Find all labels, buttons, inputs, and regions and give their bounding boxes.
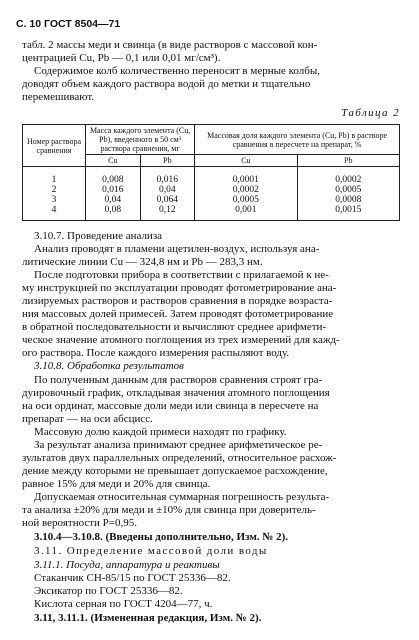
data-table <box>22 124 400 221</box>
cell-mass-pb: 0,12 <box>140 205 195 221</box>
section-title-text: 3.10.7. Проведение анализа <box>34 230 163 242</box>
cu-header: Cu <box>86 155 141 167</box>
text-line: му инструкцией по эксплуатации проводят фотометрирование ана- <box>22 282 337 294</box>
text-line: в обратной последовательности и вычисляют среднее арифмети- <box>22 321 327 333</box>
table-row <box>23 195 400 205</box>
page-header: С. 10 ГОСТ 8504—71 <box>16 18 121 30</box>
cell-fraction-cu: 0,0002 <box>195 185 297 195</box>
text-line: ния массовых долей примесей. Затем проводят фотометрирование <box>22 308 334 320</box>
pb-header: Pb <box>140 155 195 167</box>
text-line: ческое значение атомного поглощения из трех измерений для кажд- <box>22 334 340 346</box>
cell-mass-cu: 0,016 <box>86 185 141 195</box>
cell-mass-pb: 0,04 <box>140 185 195 195</box>
text-line: табл. 2 массы меди и свинца (в виде растворов с массовой кон- <box>22 39 318 51</box>
table-row <box>23 205 400 221</box>
text-line: После подготовки прибора в соответствии с прилагаемой к не- <box>34 269 329 281</box>
text-line: дуировочный график, откладывая значения атомного поглощения <box>22 387 330 399</box>
text-line: Эксикатор по ГОСТ 25336—82. <box>34 585 183 597</box>
text-line: Стаканчик СН-85/15 по ГОСТ 25336—82. <box>34 572 231 584</box>
text-line: дение между которыми не превышает допускаемое расхождение, <box>22 465 328 477</box>
text-line: зультатов двух параллельных определений, относительное расхож- <box>22 452 337 464</box>
cell-mass-pb: 0,064 <box>140 195 195 205</box>
text-line: Анализ проводят в пламени ацетилен-воздух, используя ана- <box>34 243 320 255</box>
cell-number: 1 <box>23 167 86 186</box>
cell-fraction-cu: 0,001 <box>195 205 297 221</box>
table-caption: Таблица 2 <box>341 107 400 119</box>
text-line: ной вероятности P=0,95. <box>22 517 138 529</box>
section-heading: 3.11. Определение массовой доли воды <box>34 545 268 557</box>
cell-fraction-pb: 0,0002 <box>297 167 399 186</box>
cell-mass-pb: 0,016 <box>140 167 195 186</box>
text-line: По полученным данным для растворов сравнения строят гра- <box>34 374 323 386</box>
cell-number: 3 <box>23 195 86 205</box>
amendment-note: 3.10.4—3.10.8. (Введены дополнительно, Изм. № 2). <box>34 531 289 543</box>
text-line: лизируемых растворов и растворов сравнения в порядке возраста- <box>22 295 333 307</box>
text-line: За результат анализа принимают среднее арифметическое ре- <box>34 439 323 451</box>
col-number-header: Номер раствора сравнения <box>23 125 86 167</box>
cell-mass-cu: 0,04 <box>86 195 141 205</box>
cell-number: 4 <box>23 205 86 221</box>
text-line: доводят объем каждого раствора водой до метки и тщательно <box>22 78 311 90</box>
text-line: на оси ординат, массовые доли меди или свинца в пересчете на <box>22 400 319 412</box>
col-mass-header: Масса каждого элемента (Cu, Pb), введенного в 50 см³ раствора сравнения, мг <box>86 125 195 155</box>
table-row <box>23 185 400 195</box>
text-line: Содержимое колб количественно переносят в мерные колбы, <box>34 65 320 77</box>
cell-fraction-pb: 0,0005 <box>297 185 399 195</box>
cell-fraction-pb: 0,0008 <box>297 195 399 205</box>
text-line: ого раствора. После каждого измерения распыляют воду. <box>22 347 290 359</box>
pb-header: Pb <box>297 155 399 167</box>
table-row <box>23 167 400 186</box>
section-title <box>34 230 400 242</box>
amendment-note: 3.11, 3.11.1. (Измененная редакция, Изм. № 2). <box>34 612 262 624</box>
text-line: Допускаемая относительная суммарная погрешность результа- <box>34 491 330 503</box>
text-line: литические линии Cu — 324,8 нм и Pb — 283,3 нм. <box>22 256 263 268</box>
text-line: та анализа ±20% для меди и ±10% для свинца при доверитель- <box>22 504 316 516</box>
text-line: Кислота серная по ГОСТ 4204—77, ч. <box>34 598 213 610</box>
col-fraction-header: Массовая доля каждого элемента (Cu, Pb) в растворе сравнения в пересчете на препарат, % <box>195 125 400 155</box>
section-title: 3.11.1. Посуда, аппаратура и реактивы <box>34 559 220 571</box>
cell-mass-cu: 0,08 <box>86 205 141 221</box>
cu-header: Cu <box>195 155 297 167</box>
cell-fraction-cu: 0,0001 <box>195 167 297 186</box>
text-line: равное 15% для меди и 20% для свинца. <box>22 478 211 490</box>
cell-fraction-cu: 0,0005 <box>195 195 297 205</box>
cell-fraction-pb: 0,0015 <box>297 205 399 221</box>
text-line: центрацией Cu, Pb — 0,1 или 0,01 мг/см³). <box>22 52 221 64</box>
cell-number: 2 <box>23 185 86 195</box>
text-line: перемешивают. <box>22 91 95 103</box>
text-line: Массовую долю каждой примеси находят по графику. <box>34 426 287 438</box>
cell-mass-cu: 0,008 <box>86 167 141 186</box>
text-line: препарат — на оси абсцисс. <box>22 413 153 425</box>
section-title: 3.10.8. Обработка результатов <box>34 360 184 372</box>
